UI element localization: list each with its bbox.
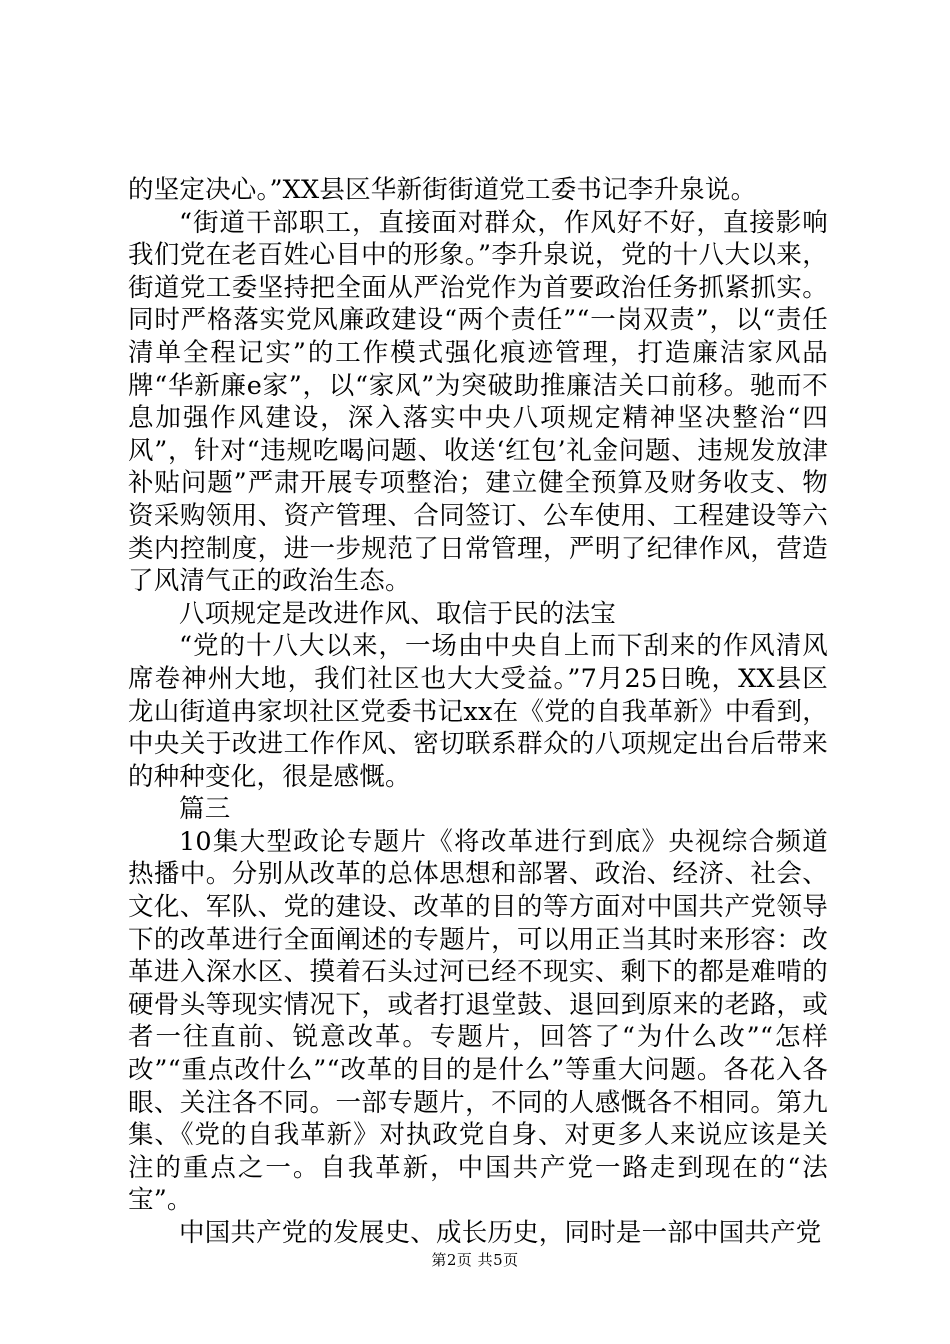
paragraph-5: 中国共产党的发展史、成长历史，同时是一部中国共产党 [179, 1218, 822, 1248]
paragraph-2: “街道干部职工，直接面对群众，作风好不好，直接影响我们党在老百姓心目中的形象。”李升泉说，党的十八大以来，街道党工委坚持把全面从严治党作为首要政治任务抓紧抓实。同时严格落实党风廉政建设“两个责任”“一岗双责”，以“责任清单全程记实”的工作模式强化痕迹管理，打造廉洁家风品牌“华新廉e家”，以“家风”为突破助推廉洁关口前移。驰而不息加强作风建设，深入落实中央八项规定精神坚决整治“四风”，针对“违规吃喝问题、收送‘红包’礼金问题、违规发放津补贴问题”严肃开展专项整治；建立健全预算及财务收支、物资采购领用、资产管理、合同签订、公车使用、工程建设等六类内控制度，进一步规范了日常管理，严明了纪律作风，营造了风清气正的政治生态。 [128, 207, 828, 597]
page-number: 第2页 共5页 [431, 1251, 519, 1269]
page-footer [0, 1250, 950, 1270]
paragraph-1: 的坚定决心。”XX县区华新街街道党工委书记李升泉说。 [128, 175, 757, 205]
document-body [128, 174, 828, 1250]
section-heading: 八项规定是改进作风、取信于民的法宝 [179, 598, 616, 629]
paragraph-4: 10集大型政论专题片《将改革进行到底》央视综合频道热播中。分别从改革的总体思想和部署、政治、经济、社会、文化、军队、党的建设、改革的目的等方面对中国共产党领导下的改革进行全面阐述的专题片，可以用正当其时来形容：改革进入深水区、摸着石头过河已经不现实、剩下的都是难啃的硬骨头等现实情况下，或者打退堂鼓、退回到原来的老路，或者一往直前、锐意改革。专题片，回答了“为什么改”“怎样改”“重点改什么”“改革的目的是什么”等重大问题。各花入各眼、关注各不同。一部专题片，不同的人感慨各不相同。第九集、《党的自我革新》对执政党自身、对更多人来说应该是关注的重点之一。自我革新，中国共产党一路走到现在的“法宝”。 [128, 826, 828, 1216]
paragraph-3: “党的十八大以来，一场由中央自上而下刮来的作风清风席卷神州大地，我们社区也大大受益。”7月25日晚，XX县区龙山街道冉家坝社区党委书记xx在《党的自我革新》中看到，中央关于改进工作作风、密切联系群众的八项规定出台后带来的种种变化，很是感慨。 [128, 631, 828, 792]
chapter-heading: 篇三 [179, 794, 231, 825]
